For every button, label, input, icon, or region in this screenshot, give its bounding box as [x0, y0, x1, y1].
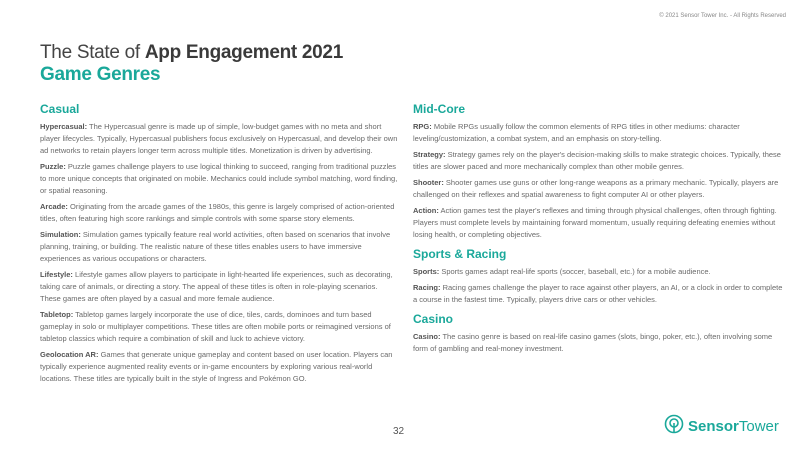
page-title — [40, 42, 343, 64]
right-column — [413, 102, 788, 359]
genre-term: Simulation: — [40, 230, 81, 239]
logo-text-light: Tower — [738, 418, 779, 435]
section-heading-casino: Casino — [413, 312, 454, 326]
page-subtitle: Game Genres — [40, 64, 161, 85]
genre-term: Sports: — [413, 267, 440, 276]
casual-list — [40, 121, 398, 385]
genre-term: Shooter: — [413, 178, 444, 187]
section-heading-sports-racing: Sports & Racing — [413, 247, 507, 261]
genre-term: RPG: — [413, 122, 432, 131]
genre-term: Strategy: — [413, 150, 446, 159]
genre-term: Casino: — [413, 332, 441, 341]
copyright-notice: © 2021 Sensor Tower Inc. - All Rights Reserved — [659, 13, 786, 19]
genre-description — [40, 229, 398, 265]
genre-description — [40, 201, 398, 225]
genre-text: Lifestyle games allow players to participate in light-hearted life experiences, such as decorating, taking care of animals, or directing a story. The appeal of these titles is often in role-playing scenarios. These games are often played by a casual and more female audience. — [40, 270, 393, 303]
genre-description — [413, 331, 788, 355]
title-bold: App Engagement 2021 — [144, 42, 343, 63]
genre-text: Originating from the arcade games of the 1980s, this genre is largely comprised of action-oriented titles, often featuring high score rankings and simple controls with some sparse story elements. — [40, 202, 395, 223]
genre-text: Sports games adapt real-life sports (soccer, baseball, etc.) for a mobile audience. — [439, 267, 711, 276]
sensor-tower-logo-icon — [664, 414, 684, 439]
title-light: The State of — [40, 42, 145, 63]
casino-list — [413, 331, 788, 355]
genre-text: Tabletop games largely incorporate the use of dice, tiles, cards, dominoes and turn based gameplay in solo or multiplayer competitions. These titles are often mobile ports or reimagined versions of tabletop classics which require a combination of skill and luck to achieve victory. — [40, 310, 391, 343]
genre-term: Hypercasual: — [40, 122, 88, 131]
casual-column — [40, 102, 398, 389]
genre-term: Geolocation AR: — [40, 350, 99, 359]
sensor-tower-logo — [664, 414, 779, 439]
genre-description — [413, 121, 788, 145]
genre-term: Puzzle: — [40, 162, 66, 171]
genre-term: Arcade: — [40, 202, 68, 211]
genre-description — [40, 309, 398, 345]
genre-text: The Hypercasual genre is made up of simple, low-budget games with no meta and short player lifecycles. Typically, Hypercasual publishers focus exclusively on Hypercasual, and develop their own ad networks to retain players longer term across multiple titles. Monetization is driven by advertising. — [40, 122, 398, 155]
genre-text: Racing games challenge the player to race against other players, an AI, or a clock in order to complete a course in the fastest time. Typically, players drive cars or other vehicles. — [413, 283, 783, 304]
genre-text: Puzzle games challenge players to use logical thinking to succeed, ranging from traditional puzzles to more unique concepts that originated on mobile. Mechanics could include symbol matching, word finding, or spatial reasoning. — [40, 162, 398, 195]
genre-text: Games that generate unique gameplay and content based on user location. Players can typically experience augmented reality events or in-game encounters by exploring various real-world locations. These titles are typically built in the style of Ingress and Pokémon GO. — [40, 350, 393, 383]
section-heading-casual: Casual — [40, 102, 80, 116]
genre-term: Tabletop: — [40, 310, 74, 319]
genre-description — [413, 149, 788, 173]
section-heading-midcore: Mid-Core — [413, 102, 465, 116]
genre-description — [413, 282, 788, 306]
genre-term: Lifestyle: — [40, 270, 73, 279]
genre-description — [40, 349, 398, 385]
genre-text: The casino genre is based on real-life casino games (slots, bingo, poker, etc.), often involving some form of gambling and real-money investment. — [413, 332, 773, 353]
genre-text: Mobile RPGs usually follow the common elements of RPG titles in other mediums: character leveling/customization, a combat system, and an emphasis on story-telling. — [413, 122, 740, 143]
genre-text: Strategy games rely on the player's decision-making skills to make strategic choices. Typically, these titles are slower paced and more mechanically complex than other mobile genres. — [413, 150, 781, 171]
page-number: 32 — [393, 426, 405, 437]
genre-description — [413, 205, 788, 241]
sports-list — [413, 266, 788, 306]
logo-wordmark — [688, 418, 779, 435]
genre-description — [40, 161, 398, 197]
genre-description — [40, 121, 398, 157]
genre-description — [413, 177, 788, 201]
logo-text-bold: Sensor — [688, 418, 739, 435]
genre-description — [40, 269, 398, 305]
genre-term: Racing: — [413, 283, 441, 292]
midcore-list — [413, 121, 788, 241]
genre-text: Simulation games typically feature real world activities, often based on scenarios that involve planning, training, or building. The realistic nature of these titles enables users to have immersive experiences as various occupations or characters. — [40, 230, 391, 263]
genre-text: Shooter games use guns or other long-range weapons as a primary mechanic. Typically, players are challenged on their reflexes and spatial awareness to fight computer AI or other players. — [413, 178, 779, 199]
genre-text: Action games test the player's reflexes and timing through physical challenges, often through fighting. Players must complete levels by maintaining forward momentum, usually requiring defeating enemies without losing health, or completing objectives. — [413, 206, 777, 239]
genre-description — [413, 266, 788, 278]
genre-term: Action: — [413, 206, 439, 215]
